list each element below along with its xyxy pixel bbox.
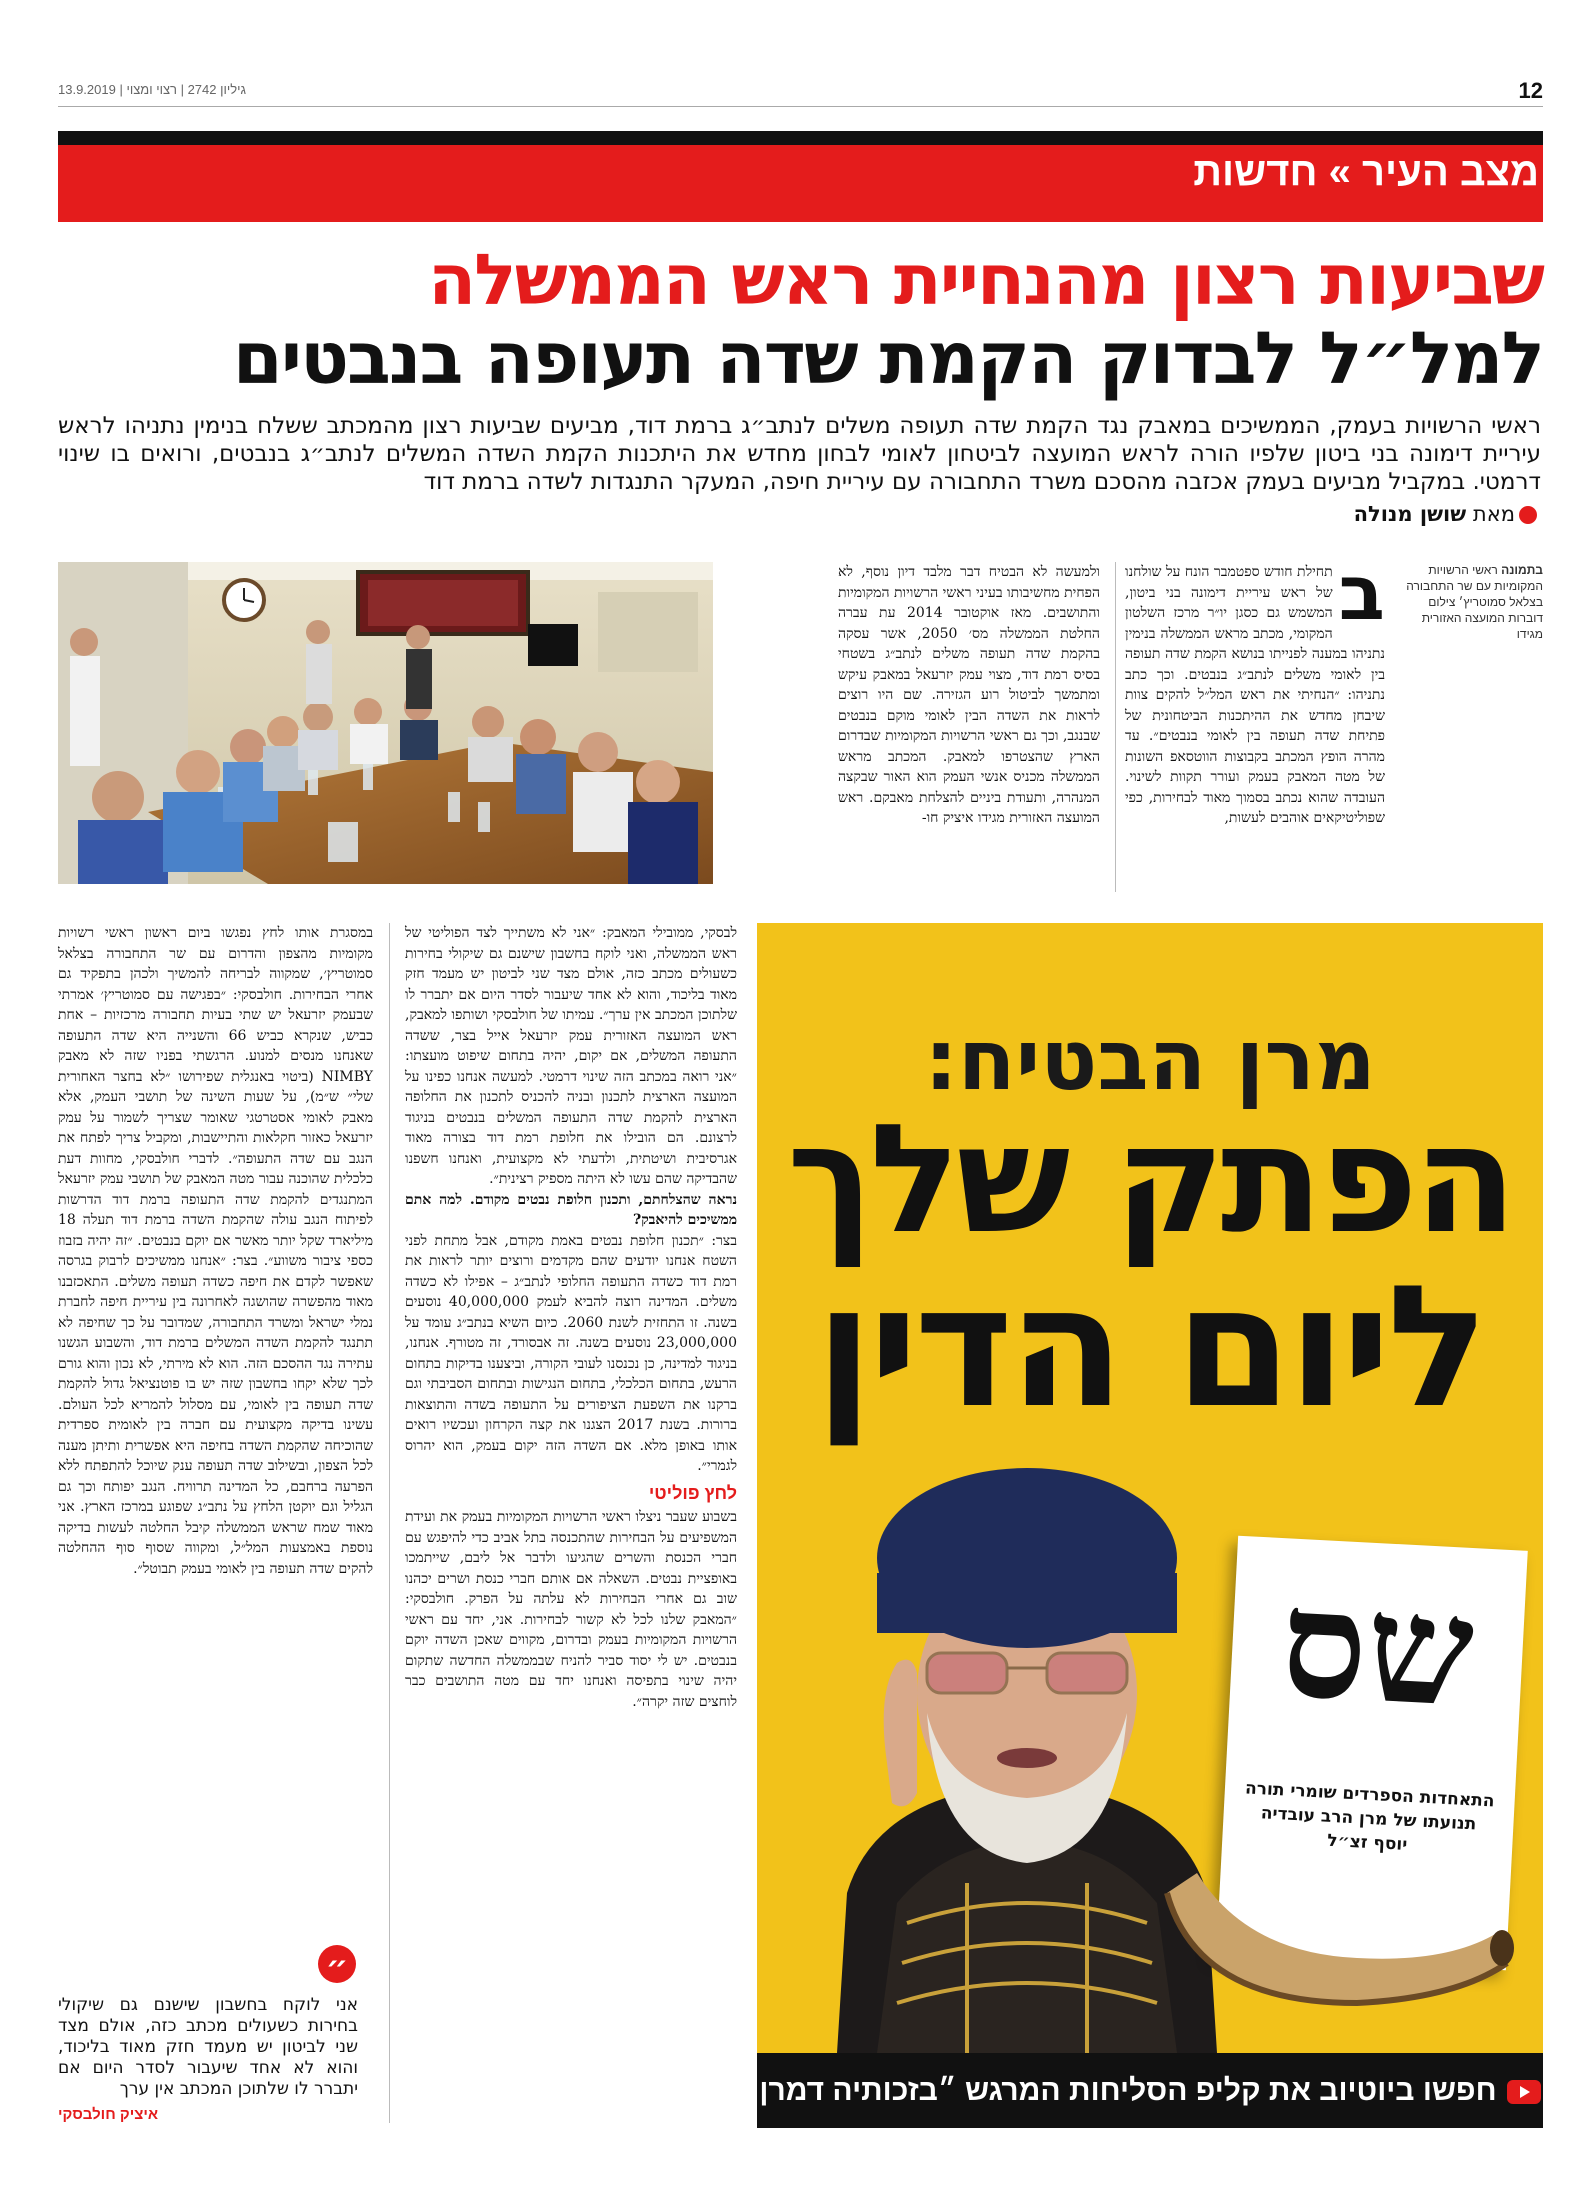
column-middle-text-3: בשבוע שעבר ניצלו ראשי הרשויות המקומיות בעמק את ועידת המשפיעים על הבחירות שהתכנסה בתל אביב כדי להיפגש עם חברי הכנסת והשרים שהגיעו ולדבר אל ליבם, שייתמכו באופציית נבטים. השאלה אם אותם חברי כנסת ושרים יכהנו שוב גם אחרי הבחירות לא עלתה על הפרק. חולבסקי: ״המאבק שלנו לכל לא קשור לבחירות. אני, יחד עם ראשי הרשויות המקומיות בעמק ובדרום, מקווים שאכן השדה יוקם בנבטים. יש לי יסוד סביר להניח שבממשלה החדשה שתקום יהיה שינוי בתפיסה ואנחנו יחד עם מטה התושבים כבר לוחצים שזה יקרה״. [405,1509,737,1710]
issue-line: 13.9.2019 | גיליון 2742 | רצוי ומצוי [58,82,247,97]
quote-icon: ״ [318,1945,356,1983]
byline [1354,502,1541,526]
advertisement [757,923,1543,2182]
ad-bottom-bar [757,2053,1543,2182]
byline-author: שושן מנולה [1353,502,1467,526]
ad-bottom-text: חפשו ביוטיוב את קליפ הסליחות המרגש ״בזכותיה דמרן עננו״ [759,2074,1497,2182]
ad-headline-1: מרן הבטיח: [924,1011,1376,1109]
column-middle-text-2: בצר: ״תכנון חלופת נבטים באמת מקודם, אבל מתחת לפני השטח אנחנו יודעים שהם מקדמים ורוצים יותר לראות את רמת דוד כשדה התעופה החלופי לנתב״ג – אפילו לא כשדה משלים. המדינה רוצה להביא לעמק 40,000,000 נוסעים בשנה. זו התחזית לשנת 2060. כיום השיא בנתב״ג עומד על 23,000,000 נוסעים בשנה. זה אבסורד, זה מטורף. אנחנו, בניגוד למדינה, כן נכנסנו לעובי הקורה, וביצענו בדיקות בתחום הרעש, בתחום הכלכלי, בתחום הנגישות ובתחום הסביבתי וגם ברקנו את השפעת הציפורים על התעופה בשדה והתוצאות ברורות. בשנת 2017 הצגנו את קצה הקרחון ועכשיו רואים אותו באופן מלא. אם השדה הזה יקום בעמק, הוא יהרוס לגמרי״. [405,1232,737,1474]
column-divider [389,923,390,2123]
article-column-middle [405,923,737,2128]
interview-question: נראה שהצלחתם, ותכנון חלופת נבטים מקודם. למה אתם ממשיכים להיאבק? [405,1191,737,1228]
column-left-text: במסגרת אותו לחץ נפגשו ביום ראשון ראשי רשויות מקומיות מהצפון והדרום עם שר התחבורה בצלאל סמוטריץ׳, שמקווה לבריחה להמשיך ולכהן בתפקיד גם אחרי הבחירות. חולבסקי: ״בפגישה עם סמוטריץ׳ אמרתי שבעמק יזרעאל יש שתי בעיות תחבורה מרכזיות – אחת כביש, שנקרא כביש 66 והשנייה היא שדה התעופה שאנחנו מנסים למנוע. הרגשתי בפניו שזה לא מאבק NIMBY (ביטוי באנגלית שפירושו ״לא בחצר האחורית שלי״ ש״מ), על שעות השינה של תושבי העמק, אלא מאבק לאומי אסטרטגי שאומר שצריך לשמור על עמק יזרעאל כאזור חקלאות והתיישבות, ומקביל צריך לפתח את הנגב עם שדה התעופה״. לדברי חולבסקי, מחוות דעת כלכלית שהוכנה עבור מטה המאבק של תושבי עמק יזרעאל המתנגדים להקמת שדה התעופה ברמת דוד הדרשות לפיתוח הנגב עולה שהקמת השדה ברמת דוד תעלה 18 מיליארד שקל יותר מאשר אם יוקם בנבטים. ״זה יהיה בזבוז כספי ציבור משווע״. בצר: ״אנחנו ממשיכים לרבוק בגרסה שאפשר לקדם את חיפה כשדה תעופה משלים. התאכזבנו מאוד מהפשרה שהושגה לאחרונה בין עיריית חיפה לחברת נמלי ישראל ומשרד התחבורה, שמדובר על כך שחיפה לא תתנגד להקמת השדה המשלים ברמת דוד, והשבוע הגשנו עתירה נגד ההסכם הזה. הוא לא מירתי, לא נכון והוא גורם לכך שלא יקחו בחשבון שזה יש בו פוטנציאל גדול להקמת שדה תעופה בין לאומי, עם מסלול להמריא לכל העולם. עשינו בדיקה מקצועית עם חברה בין לאומית ספרדית שהוכיחה שהקמת השדה בחיפה היא אפשרית ותיתן מענה לכל הצפון, ובשילוב שדה תעופה ענק שיוכל להתפתח ללא הפרעה ברחבם, כל המדינה תרוויח. הנגב יפותח וכך גם הגליל וגם יוקטן הלחץ על נתב״ג שפוגע במרכז הארץ. אני מאוד שמח שראש הממשלה קיבל החלטה לעשות בדיקה נוספת באמצעות המל״ל, ומקווה שסוף סוף ההחלטה להקים שדה תעופה בין לאומי בעמק תבוטל״. [58,925,373,1577]
column-2-text: ולמעשה לא הבטיח דבר מלבד דיון נוסף, לא הפחית מחשיבותו בעיני ראשי הרשויות המקומיות והתושבים. מאז אוקטובר 2014 עת עברה החלטת הממשלה מס׳ 2050, אשר עסקה בהקמת שדה תעופה משלים לנתב״ג בשטחי בסיס רמת דוד, מצוי עמק יזרעאל במאבק עיקש ומתמשך לביטול רוע הגזירה. שם היו רוצים לראות את השדה הבין לאומי מוקם בנבטים שבנגב, וכך גם ראשי הרשויות המקומיות שבדרום הארץ שהצטרפו למאבק. המכתב מראש הממשלה מכניס אנשי העמק הוא האור שבקצה המנהרה, ותעודת ביניים להצלחת מאבקם. ראש המועצה האזורית מגידו איציק חו- [838,564,1100,826]
caption-text: ראשי הרשויות המקומיות עם שר התחבורה בצלאל סמוטריץ׳ צילום דוברות המועצה האזורית מגידו [1406,563,1543,641]
shofar-image [1157,1853,1517,2023]
page-number: 12 [1518,78,1543,103]
section-bar-top [58,131,1543,145]
article-column-left [58,923,373,1933]
article-column-2 [838,562,1100,902]
article-column-1 [1125,548,1385,902]
divider [58,106,1543,107]
party-logo: שס [1277,1555,1478,1742]
byline-prefix: מאת [1472,502,1515,526]
column-divider [1115,562,1116,892]
headline-black: למל״ל לבדוק הקמת שדה תעופה בנבטים [232,316,1543,400]
column-middle-text-1: לבסקי, ממובילי המאבק: ״אני לא משתייך לצד הפוליטי של ראש הממשלה, ואני לוקח בחשבון שישנם גם שיקולי בחירות כשעולים מכתב כזה, אולם מצד שני לביטון יש מעמד חזק מאוד בליכוד, והוא לא אחד שיעבור לסדר היום אם יתברר לו שלתוכן המכתב אין ערך״. עמיתו של חולבסקי ושותפו למאבק, ראש המועצה האזורית עמק יזרעאל אייל בצר, ששדה התעופה המשלים, אם יקום, יהיה בתחום שיפוט מועצתו: ״אני רואה במכתב הזה שינוי דרמטי. למעשה אנחנו כפינו על המועצה הארצית לתכנון ובניה להכניס לתכנון את החלופה הארצית להקמת שדה התעופה המשלים בנבטים בניגוד לרצונם. הם הובילו את חלופת רמת דוד בצורה מאוד אגרסיבית ושיטתית, ולדעתי לא מקצועית, ואנחנו חשפנו שהבדיקה שהם עשו לא היתה מספיק רצינית״. [405,925,737,1187]
subheading: לחץ פוליטי [648,1482,737,1503]
section-title: מצב העיר » חדשות [1193,150,1539,194]
meeting-photo-image [58,562,713,884]
caption-bold: בתמונה [1501,563,1543,577]
party-ballot-text: התאחדות הספרדים שומרי תורה תנועתו של מרן הרב עובדיה יוסף זצ״ל [1244,1778,1495,1855]
headline-red: שביעות רצון מהנחיית ראש הממשלה [428,239,1543,321]
youtube-icon [1507,2080,1541,2104]
lead-paragraph: ראשי הרשויות בעמק, הממשיכים במאבק נגד הקמת שדה תעופה משלים לנתב״ג ברמת דוד, מביעים שביעות רצון מהמכתב ששלח בנימין נתניהו לראש עיריית דימונה בני ביטון שלפיו הורה לראש המועצה לביטחון לאומי לבחון מחדש את היתכנות הקמת השדה המשלים לנתב״ג בנבטים, ורואים בו שינוי דרמטי. במקביל מביעים בעמק אכזבה מהסכם משרד התחבורה עם עיריית חיפה, המעקר התנגדות לשדה ברמת דוד [58,413,1541,495]
ad-headline-3: ליום הדין [815,1249,1485,1445]
author-icon [1519,506,1537,524]
pull-quote: אני לוקח בחשבון שישנם גם שיקולי בחירות כשעולים מכתב כזה, אולם מצד שני לביטון יש מעמד חזק מאוד בליכוד, והוא לא אחד שיעבור לסדר היום אם יתברר לו שלתוכן המכתב אין ערך [58,1995,358,2099]
dropcap: ב [1338,548,1385,637]
meeting-photo [58,562,713,884]
column-1-text: תחילת חודש ספטמבר הונח על שולחנו של ראש עיריית דימונה בני ביטון, המשמש גם כסגן יו״ר מרכז השלטון המקומי, מכתב מראש הממשלה בנימין נתניהו במענה לפנייתו בנושא הקמת שדה תעופה בין לאומי משלים לנתב״ג בנבטים. וכך כתב נתניהו: ״הנחיתי את ראש המל״ל להקים צוות שיבחן מחדש את ההיתכנות הביטחונית של פתיחת שדה תעופה בין לאומי בנבטים״. עד מהרה הופץ המכתב בקבוצות הווטסאפ השונות של מטה המאבק בעמק ועורר תקוות לשינוי. העובדה שהוא נכתב בסמוך מאוד לבחירות, כפי שפוליטיקאים אוהבים לעשות, [1125,564,1385,826]
pull-quote-name: איציק חולבסקי [58,2106,159,2123]
photo-caption [1398,562,1543,642]
ad-headline-2: הפתק שלך [787,1093,1513,1267]
